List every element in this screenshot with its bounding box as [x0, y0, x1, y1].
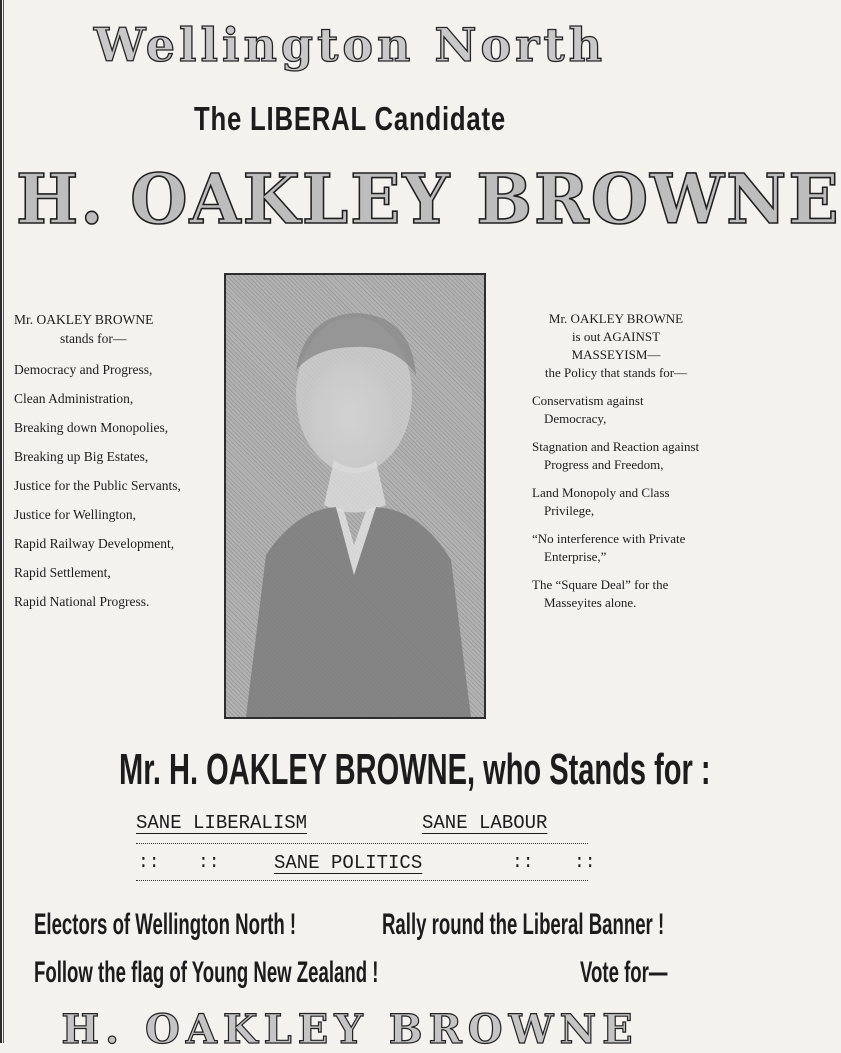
against-target: MASSEYISM— [571, 347, 661, 362]
list-item: Rapid National Progress. [14, 594, 150, 609]
policy-politics: SANE POLITICS [274, 852, 423, 874]
list-item: Breaking up Big Estates, [14, 449, 149, 464]
district-heading: Wellington North [93, 18, 607, 72]
stands-for-list [14, 360, 194, 611]
slogan-rally: Rally round the Liberal Banner ! [382, 908, 665, 941]
list-item: Justice for the Public Servants, [14, 478, 181, 493]
against-policy-label: the Policy that stands for— [544, 365, 688, 380]
separator-colon: :: [512, 853, 534, 873]
stands-for-heading [14, 310, 194, 348]
list-item: Breaking down Monopolies, [14, 420, 169, 435]
list-item: Stagnation and Reaction against Progress and Freedom, [532, 439, 700, 472]
stands-for-name: Mr. OAKLEY BROWNE [14, 312, 154, 327]
list-item: Land Monopoly and Class Privilege, [532, 485, 670, 518]
against-label: is out AGAINST [571, 329, 661, 344]
separator-colon: :: [198, 853, 220, 873]
candidate-subtitle: The LIBERAL Candidate [194, 100, 506, 137]
against-list [532, 392, 700, 612]
list-item: Rapid Settlement, [14, 565, 111, 580]
list-item: Rapid Railway Development, [14, 536, 175, 551]
slogan-vote: Vote for— [580, 956, 668, 989]
against-column [532, 310, 700, 622]
list-item: Conservatism against Democracy, [532, 393, 644, 426]
list-item: The “Square Deal” for the Masseyites alone. [532, 577, 669, 610]
stands-for-banner: Mr. H. OAKLEY BROWNE, who Stands for : [118, 745, 711, 794]
page-border [0, 0, 4, 1043]
separator-colon: :: [574, 853, 596, 873]
against-name: Mr. OAKLEY BROWNE [548, 311, 684, 326]
separator-colon: :: [138, 853, 160, 873]
slogan-electors: Electors of Wellington North ! [34, 908, 297, 941]
portrait-illustration [226, 275, 484, 717]
stands-for-column [14, 310, 194, 621]
policy-labour: SANE LABOUR [422, 812, 548, 834]
against-heading [532, 310, 700, 382]
list-item: Justice for Wellington, [14, 507, 137, 522]
slogan-follow: Follow the flag of Young New Zealand ! [34, 956, 379, 989]
candidate-name: H. OAKLEY BROWNE [16, 160, 841, 240]
divider-rule [136, 843, 588, 844]
list-item: Clean Administration, [14, 391, 134, 406]
policy-liberalism: SANE LIBERALISM [136, 812, 308, 834]
candidate-portrait [224, 273, 486, 719]
stands-for-label: stands for— [60, 331, 127, 346]
list-item: “No interference with Private Enterprise,” [532, 531, 686, 564]
list-item: Democracy and Progress, [14, 362, 153, 377]
closing-candidate-name: H. OAKLEY BROWNE [61, 1006, 639, 1053]
divider-rule [136, 880, 588, 881]
